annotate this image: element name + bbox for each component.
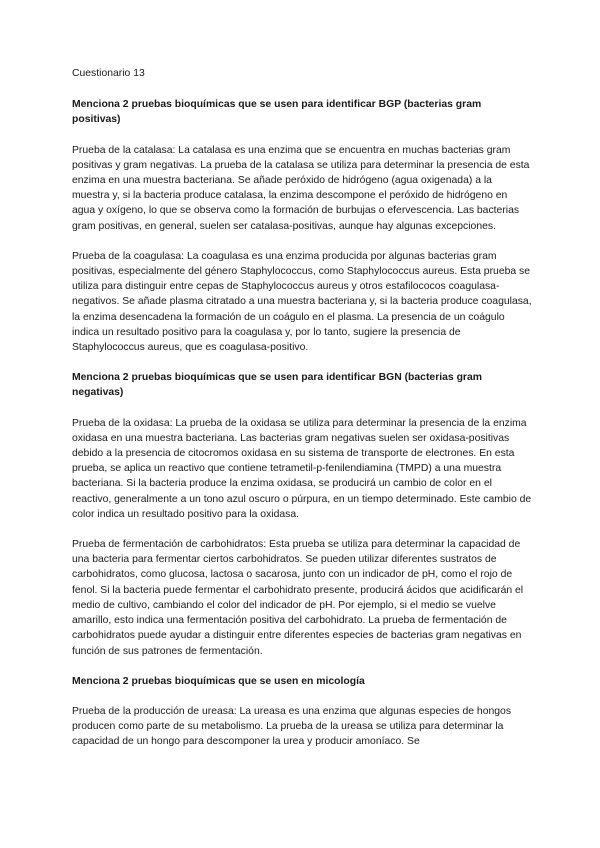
document-title: Cuestionario 13 [72, 68, 145, 79]
section-heading-micologia: Menciona 2 pruebas bioquímicas que se usen en micología [72, 675, 365, 687]
paragraph-catalasa: Prueba de la catalasa: La catalasa es una enzima que se encuentra en muchas bacterias gram positivas y gram negativas. La prueba de la catalasa se utiliza para determinar la presencia de esta enzima en una muestra bacteriana. Se añade peróxido de hidrógeno (agua oxigenada) a la muestra y, si la bacteria produce catalasa, la enzima descompone el peróxido de hidrógeno en agua y oxígeno, lo que se observa como la formación de burbujas o efervescencia. Las bacterias gram positivas, en general, suelen ser catalasa-positivas, aunque hay algunas excepciones. [72, 144, 530, 232]
section-heading-bgp: Menciona 2 pruebas bioquímicas que se usen para identificar BGP (bacterias gram positivas) [72, 99, 482, 126]
paragraph-ureasa: Prueba de la producción de ureasa: La ureasa es una enzima que algunas especies de hongos producen como parte de su metabolismo. La prueba de la ureasa se utiliza para determinar la capacidad de un hongo para descomponer la urea y producir amoníaco. Se [72, 705, 512, 748]
paragraph-oxidasa: Prueba de la oxidasa: La prueba de la oxidasa se utiliza para determinar la presencia de la enzima oxidasa en una muestra bacteriana. Las bacterias gram negativas suelen ser oxidasa-positivas debido a la presencia de citocromos oxidasa en su sistema de transporte de electrones. En esta prueba, se aplica un reactivo que contiene tetrametil-p-fenilendiamina (TMPD) a una muestra bacteriana. Si la bacteria produce la enzima oxidasa, se producirá un cambio de color en el reactivo, generalmente a un tono azul oscuro o púrpura, en un tiempo determinado. Este cambio de color indica un resultado positivo para la oxidasa. [72, 417, 532, 520]
paragraph-coagulasa: Prueba de la coagulasa: La coagulasa es una enzima producida por algunas bacterias gram positivas, especialmente del género Staphylococcus, como Staphylococcus aureus. Esta prueba se utiliza para distinguir entre cepas de Staphylococcus aureus y otros estafilococos coagulasa-negativos. Se añade plasma citratado a una muestra bacteriana y, si la bacteria produce coagulasa, la enzima desencadena la formación de un coágulo en el plasma. La presencia de un coágulo indica un resultado positivo para la coagulasa y, por lo tanto, sugiere la presencia de Staphylococcus aureus, que es coagulasa-positivo. [72, 250, 532, 354]
paragraph-fermentacion: Prueba de fermentación de carbohidratos: Esta prueba se utiliza para determinar la capacidad de una bacteria para fermentar ciertos carbohidratos. Se pueden utilizar diferentes sustratos de carbohidratos, como glucosa, lactosa o sacarosa, junto con un indicador de pH, como el rojo de fenol. Si la bacteria puede fermentar el carbohidrato presente, producirá ácidos que acidificarán el medio de cultivo, cambiando el color del indicador de pH. Por ejemplo, si el medio se vuelve amarillo, esto indica una fermentación positiva del carbohidrato. La prueba de fermentación de carbohidratos puede ayudar a distinguir entre diferentes especies de bacterias gram negativas en función de sus patrones de fermentación. [72, 539, 524, 657]
document-page [72, 66, 532, 765]
section-heading-bgn: Menciona 2 pruebas bioquímicas que se usen para identificar BGN (bacterias gram negativas) [72, 372, 482, 399]
